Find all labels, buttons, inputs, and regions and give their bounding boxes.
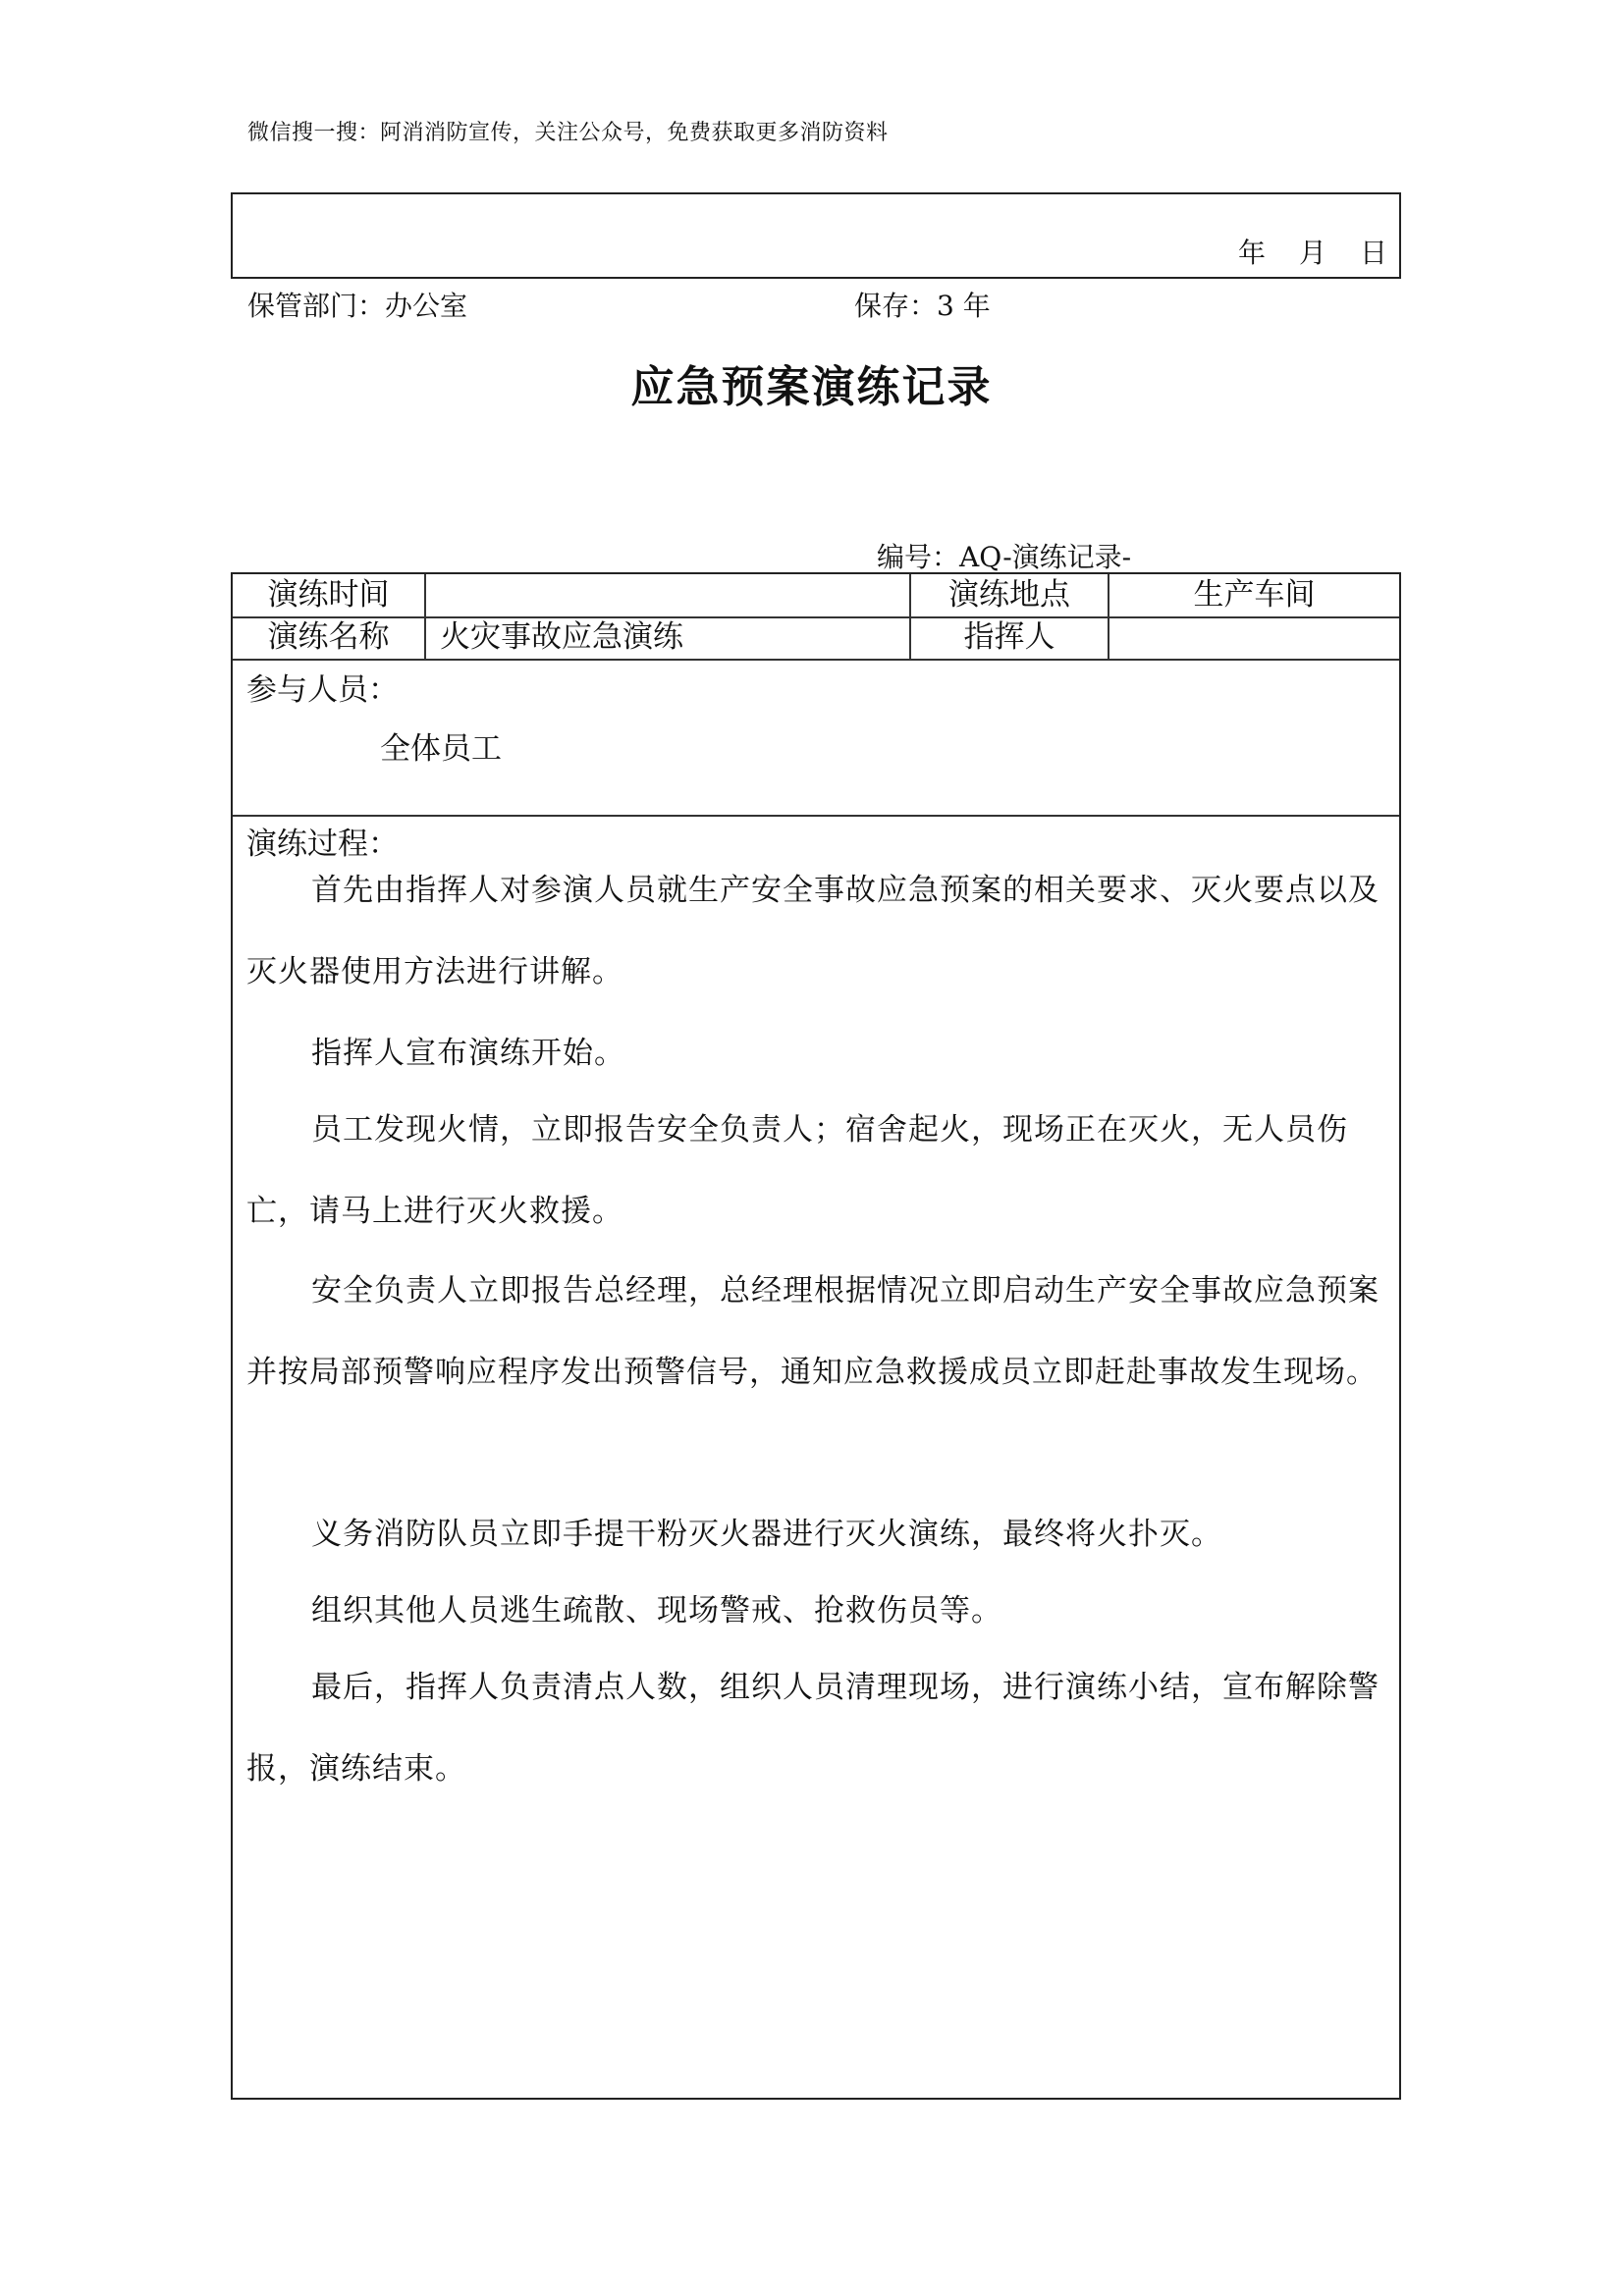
process-paragraph: 首先由指挥人对参演人员就生产安全事故应急预案的相关要求、灭火要点以及灭火器使用方法进行讲解。 bbox=[246, 873, 1380, 989]
participants-value[interactable]: 全体员工 bbox=[380, 731, 502, 767]
process-paragraph: 组织其他人员逃生疏散、现场警戒、抢救伤员等。 bbox=[311, 1593, 1002, 1629]
wechat-banner: 微信搜一搜：阿消消防宣传，关注公众号，免费获取更多消防资料 bbox=[247, 121, 889, 145]
process-label: 演练过程： bbox=[246, 827, 399, 862]
document-number: 编号：AQ-演练记录- bbox=[877, 541, 1132, 573]
process-paragraph: 义务消防队员立即手提干粉灭火器进行灭火演练，最终将火扑灭。 bbox=[311, 1517, 1222, 1552]
form-row-name-commander bbox=[233, 616, 1399, 661]
value-drill-name[interactable]: 火灾事故应急演练 bbox=[426, 616, 911, 659]
participants-label: 参与人员： bbox=[246, 672, 399, 708]
value-drill-location[interactable]: 生产车间 bbox=[1193, 577, 1316, 613]
date-year: 年 bbox=[1237, 237, 1266, 269]
process-section bbox=[233, 817, 1399, 2098]
drill-record-form bbox=[231, 572, 1401, 2100]
date-line bbox=[1238, 232, 1387, 271]
retention-period: 保存：3 年 bbox=[854, 290, 991, 322]
custodian-department: 保管部门：办公室 bbox=[247, 290, 468, 322]
process-paragraph: 最后，指挥人负责清点人数，组织人员清理现场，进行演练小结，宣布解除警报，演练结束。 bbox=[246, 1670, 1380, 1787]
participants-section bbox=[233, 661, 1399, 817]
value-drill-time[interactable] bbox=[426, 574, 911, 616]
page-title: 应急预案演练记录 bbox=[630, 362, 993, 412]
process-paragraph: 安全负责人立即报告总经理，总经理根据情况立即启动生产安全事故应急预案并按局部预警响应程序发出预警信号，通知应急救援成员立即赶赴事故发生现场。 bbox=[246, 1273, 1380, 1390]
label-drill-time: 演练时间 bbox=[233, 574, 426, 616]
label-drill-location: 演练地点 bbox=[911, 574, 1109, 616]
process-paragraph: 指挥人宣布演练开始。 bbox=[311, 1036, 625, 1071]
date-month: 月 bbox=[1298, 237, 1326, 269]
label-commander: 指挥人 bbox=[911, 616, 1109, 659]
label-drill-name: 演练名称 bbox=[233, 616, 426, 659]
value-commander[interactable] bbox=[1109, 616, 1399, 659]
form-row-time-location bbox=[233, 574, 1399, 618]
date-day: 日 bbox=[1359, 237, 1387, 269]
process-paragraph: 员工发现火情，立即报告安全负责人；宿舍起火，现场正在灭火，无人员伤亡，请马上进行灭火救援。 bbox=[246, 1112, 1348, 1229]
header-box bbox=[231, 192, 1401, 279]
